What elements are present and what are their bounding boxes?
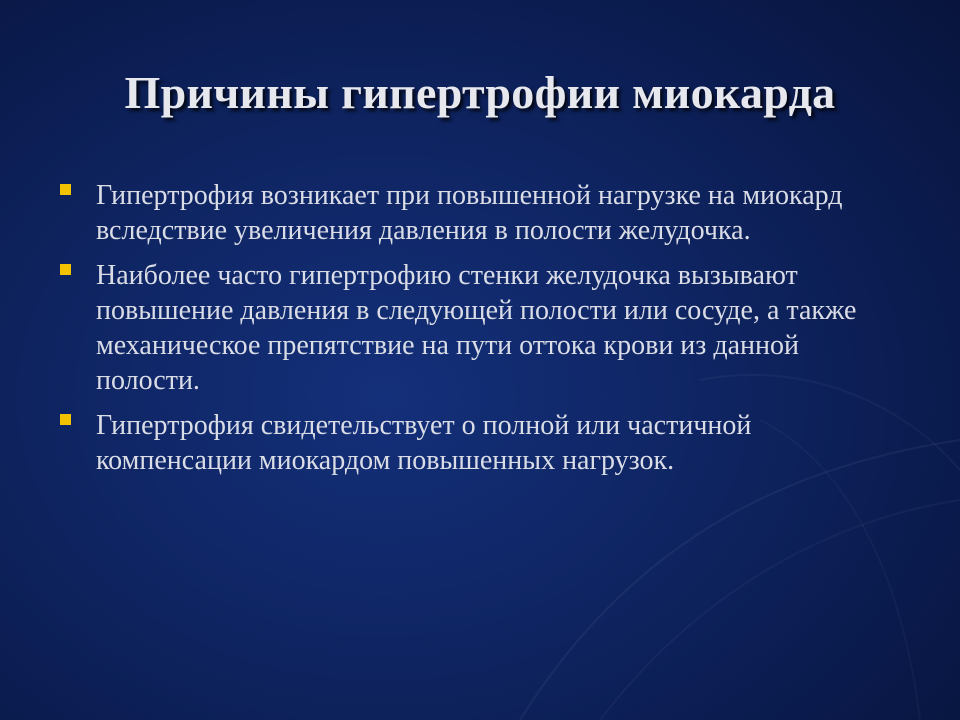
slide-title: Причины гипертрофии миокарда [124, 67, 836, 118]
bullet-text: Гипертрофия возникает при повышенной нагрузке на миокард вследствие увеличения давления в полости желудочка. [96, 180, 843, 246]
square-bullet-icon [60, 184, 71, 195]
square-bullet-icon [60, 264, 71, 275]
bullet-item [60, 258, 900, 398]
bullet-text: Наиболее часто гипертрофию стенки желудочка вызывают повышение давления в следующей полости или сосуде, а также механическое препятствие на пути оттока крови из данной полости. [96, 260, 857, 396]
bullet-text: Гипертрофия свидетельствует о полной или частичной компенсации миокардом повышенных нагрузок. [96, 410, 752, 476]
bullet-item [60, 408, 900, 478]
bullet-item [60, 178, 900, 248]
square-bullet-icon [60, 414, 71, 425]
bullet-list [60, 178, 900, 488]
